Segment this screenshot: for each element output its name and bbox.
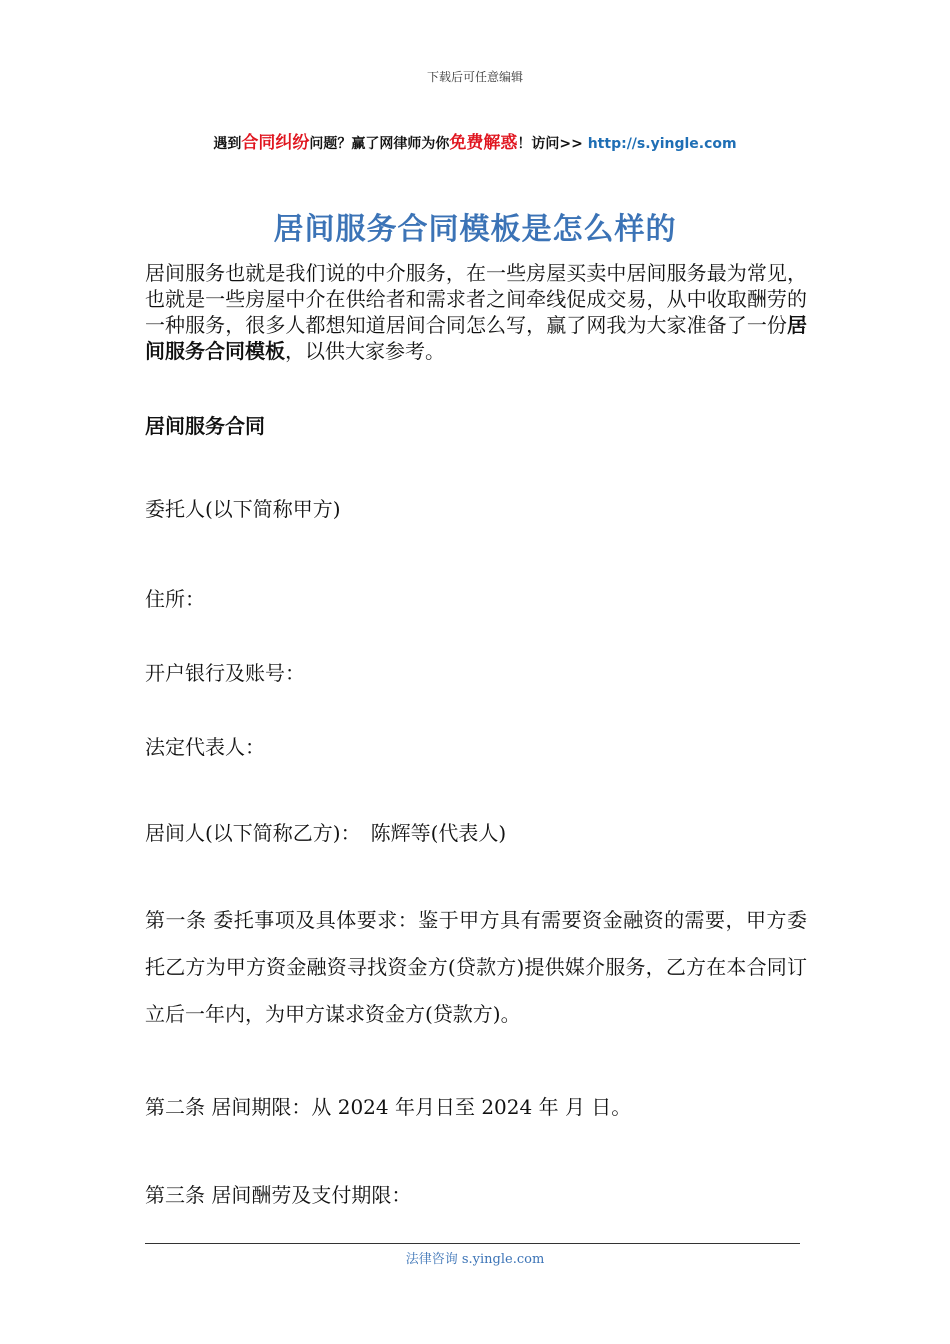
broker-line: 居间人(以下简称乙方)： 陈辉等(代表人) xyxy=(145,821,507,845)
article-2: 第二条 居间期限：从 2024 年月日至 2024 年 月 日。 xyxy=(145,1095,632,1119)
document-title: 居间服务合同模板是怎么样的 xyxy=(273,212,677,247)
article-3: 第三条 居间酬劳及支付期限： xyxy=(145,1183,412,1207)
header-note: 下载后可任意编辑 xyxy=(426,70,523,84)
address-line: 住所： xyxy=(145,587,205,611)
intro-text-end: ，以供大家参考。 xyxy=(285,339,445,363)
legal-rep-line: 法定代表人： xyxy=(145,735,265,759)
client-line: 委托人(以下简称甲方) xyxy=(145,497,341,521)
footer-text: 法律咨询 s.yingle.com xyxy=(405,1252,545,1267)
footer-divider xyxy=(145,1243,800,1244)
article-1: 第一条 委托事项及具体要求：鉴于甲方具有需要资金融资的需要，甲方委托乙方为甲方资金融资寻找资金方(贷款方)提供媒介服务，乙方在本合同订立后一年内，为甲方谋求资金方(贷款方)。 xyxy=(145,908,807,1026)
intro-text-start: 居间服务也就是我们说的中介服务，在一些房屋买卖中居间服务最为常见，也就是一些房屋中介在供给者和需求者之间牵线促成交易，从中收取酬劳的一种服务，很多人都想知道居间合同怎么写，赢了网我为大家准备了一份 xyxy=(145,261,807,337)
promo-link[interactable]: http://s.yingle.com xyxy=(587,136,737,152)
section-title: 居间服务合同 xyxy=(145,414,265,438)
promo-text-2: 问题？赢了网律师为你 xyxy=(309,136,450,152)
intro-paragraph xyxy=(145,260,807,364)
intro-text-bold: 居间服务合同模板 xyxy=(145,313,807,363)
promo-highlight-dispute: 合同纠纷 xyxy=(241,133,310,153)
bank-line: 开户银行及账号： xyxy=(145,661,305,685)
promo-highlight-free: 免费解惑 xyxy=(449,133,518,153)
promo-text-3: ！访问>> xyxy=(517,136,588,152)
promo-text-1: 遇到 xyxy=(213,136,242,152)
promo-banner xyxy=(0,128,950,153)
